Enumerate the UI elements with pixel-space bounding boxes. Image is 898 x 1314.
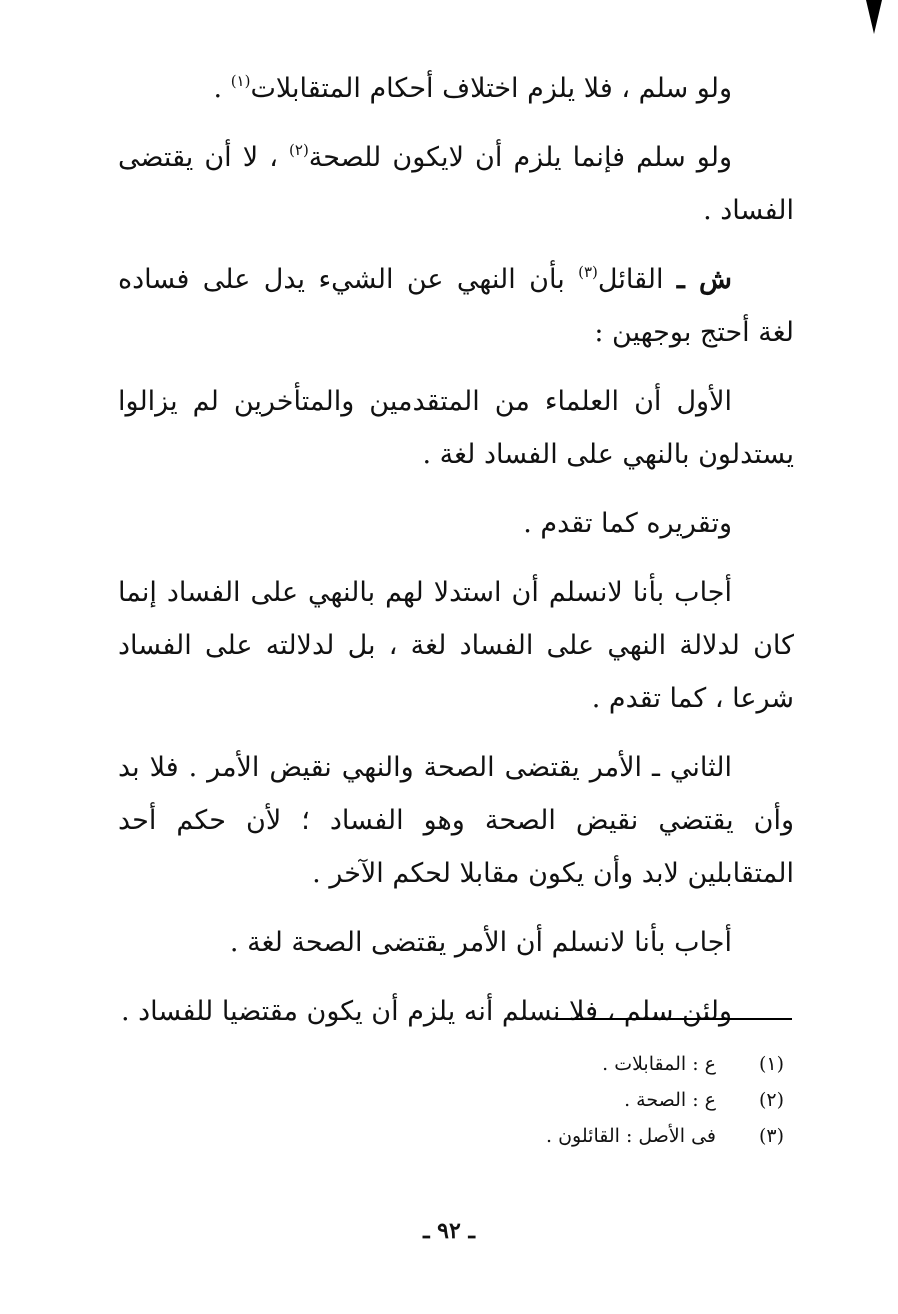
- paragraph-5: وتقريره كما تقدم .: [523, 508, 732, 539]
- paragraph-6: أجاب بأنا لانسلم أن استدلا لهم بالنهي على الفساد إنما كان لدلالة النهي على الفساد لغة ، بل لدلالته على الفساد شرعا ، كما تقدم .: [118, 577, 794, 714]
- footnote-ref-3: (٣): [578, 263, 598, 281]
- footnote-3: [300, 1118, 784, 1154]
- footnote-separator: [556, 1018, 792, 1020]
- footnote-text: فى الأصل : القائلون .: [546, 1125, 716, 1147]
- page-corner-mark: [866, 0, 882, 34]
- footnote-number: (٣): [758, 1125, 784, 1147]
- footnote-ref-1: (١): [230, 72, 251, 90]
- paragraph-8: أجاب بأنا لانسلم أن الأمر يقتضى الصحة لغة .: [229, 927, 732, 958]
- footnote-text: ع : المقابلات .: [602, 1053, 716, 1075]
- page-number: ـ ٩٢ ـ: [423, 1218, 475, 1244]
- footnote-text: ع : الصحة .: [624, 1089, 716, 1111]
- footnote-2: [300, 1082, 784, 1118]
- paragraph-3-text: القائل: [597, 264, 677, 295]
- paragraph-7: الثاني ـ الأمر يقتضى الصحة والنهي نقيض الأمر . فلا بد وأن يقتضي نقيض الصحة وهو الفساد ؛ لأن حكم أحد المتقابلين لابد وأن يكون مقابلا لحكم الآخر .: [118, 752, 794, 889]
- paragraph-2: [118, 131, 794, 237]
- section-marker: ش ـ: [676, 264, 732, 295]
- paragraph-2-end: ، لا أن يقتضى الفساد .: [118, 142, 794, 226]
- footnote-number: (٢): [758, 1089, 784, 1111]
- paragraph-1: [118, 62, 794, 115]
- paragraph-3: [118, 253, 794, 359]
- footnote-1: [300, 1046, 784, 1082]
- footnote-ref-2: (٢): [289, 141, 309, 159]
- body-text: [118, 62, 794, 1054]
- footnotes: [300, 1046, 784, 1154]
- paragraph-1-text: ولو سلم ، فلا يلزم اختلاف أحكام المتقابلات: [250, 73, 732, 104]
- paragraph-3-end: بأن النهي عن الشيء يدل على فساده لغة أحتج بوجهين :: [118, 264, 794, 348]
- paragraph-4: الأول أن العلماء من المتقدمين والمتأخرين لم يزالوا يستدلون بالنهي على الفساد لغة .: [118, 386, 794, 470]
- paragraph-2-text: ولو سلم فإنما يلزم أن لايكون للصحة: [308, 142, 732, 173]
- paragraph-9: ولئن سلم ، فلا نسلم أنه يلزم أن يكون مقتضيا للفساد .: [120, 996, 732, 1027]
- paragraph-1-end: .: [213, 73, 231, 104]
- footnote-number: (١): [758, 1053, 784, 1075]
